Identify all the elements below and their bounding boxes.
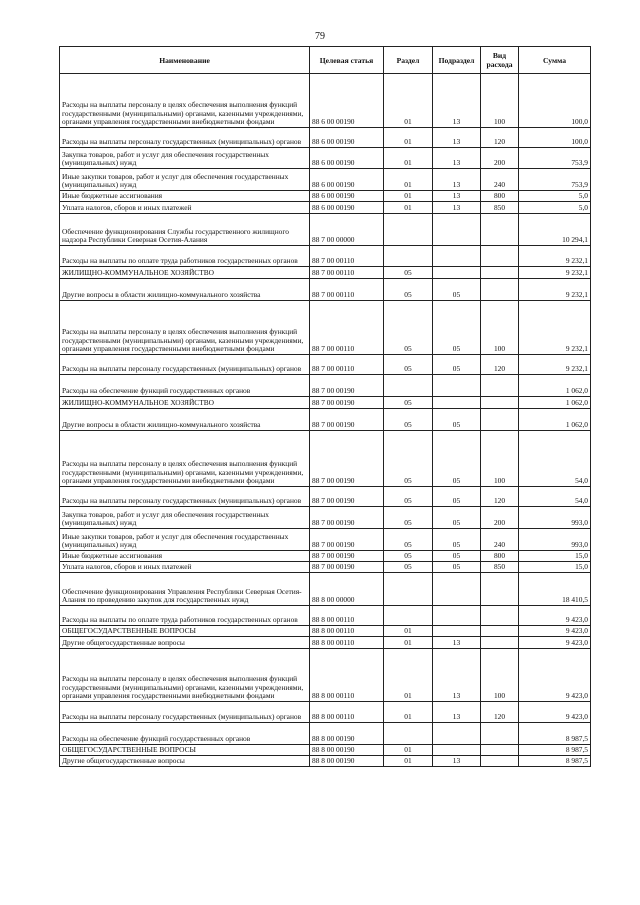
row-name: Расходы на выплаты персоналу государственных (муниципальных) органов xyxy=(60,128,310,148)
row-section xyxy=(384,606,433,626)
table-row xyxy=(60,355,591,375)
row-name: ОБЩЕГОСУДАРСТВЕННЫЕ ВОПРОСЫ xyxy=(60,745,310,756)
row-expense-type: 800 xyxy=(481,551,519,562)
row-amount: 1 062,0 xyxy=(519,409,591,431)
table-row xyxy=(60,562,591,573)
row-name: Расходы на выплаты по оплате труда работников государственных органов xyxy=(60,606,310,626)
row-subsection xyxy=(433,723,481,745)
header-target: Целевая статья xyxy=(310,47,384,74)
row-name: ОБЩЕГОСУДАРСТВЕННЫЕ ВОПРОСЫ xyxy=(60,626,310,637)
row-subsection: 05 xyxy=(433,431,481,487)
row-section: 01 xyxy=(384,148,433,169)
row-expense-type: 120 xyxy=(481,702,519,723)
row-amount: 9 232,1 xyxy=(519,355,591,375)
row-subsection: 05 xyxy=(433,507,481,529)
row-subsection: 05 xyxy=(433,551,481,562)
row-section: 01 xyxy=(384,202,433,214)
row-subsection: 13 xyxy=(433,191,481,202)
table-row xyxy=(60,397,591,409)
row-target-code: 88 8 00 00110 xyxy=(310,649,384,702)
row-name: Расходы на выплаты персоналу государственных (муниципальных) органов xyxy=(60,487,310,507)
row-amount: 993,0 xyxy=(519,507,591,529)
row-subsection: 13 xyxy=(433,702,481,723)
row-expense-type: 100 xyxy=(481,431,519,487)
row-amount: 8 987,5 xyxy=(519,745,591,756)
table-row xyxy=(60,409,591,431)
row-target-code: 88 8 00 00110 xyxy=(310,626,384,637)
row-name: Иные бюджетные ассигнования xyxy=(60,191,310,202)
row-subsection: 13 xyxy=(433,74,481,128)
row-amount: 15,0 xyxy=(519,551,591,562)
row-target-code: 88 7 00 00190 xyxy=(310,397,384,409)
row-subsection: 05 xyxy=(433,562,481,573)
row-subsection: 13 xyxy=(433,756,481,767)
table-header xyxy=(60,47,591,74)
budget-table xyxy=(59,46,591,767)
row-section: 01 xyxy=(384,637,433,649)
row-expense-type: 850 xyxy=(481,202,519,214)
row-subsection: 05 xyxy=(433,409,481,431)
row-expense-type xyxy=(481,279,519,301)
row-name: Иные закупки товаров, работ и услуг для обеспечения государственных (муниципальных) нужд xyxy=(60,529,310,551)
row-amount: 8 987,5 xyxy=(519,756,591,767)
row-section: 05 xyxy=(384,409,433,431)
header-subsection: Подраздел xyxy=(433,47,481,74)
table-row xyxy=(60,202,591,214)
row-amount: 9 232,1 xyxy=(519,246,591,267)
row-name: Расходы на выплаты персоналу в целях обеспечения выполнения функций государственными (муниципальными) органами, казенными учреждениями, органами управления государственными внебюджетными фондами xyxy=(60,431,310,487)
row-name: Расходы на обеспечение функций государственных органов xyxy=(60,375,310,397)
row-subsection xyxy=(433,573,481,606)
row-amount: 9 232,1 xyxy=(519,267,591,279)
table-row xyxy=(60,573,591,606)
table-row xyxy=(60,246,591,267)
row-amount: 100,0 xyxy=(519,74,591,128)
row-target-code: 88 7 00 00190 xyxy=(310,529,384,551)
row-section: 05 xyxy=(384,397,433,409)
row-target-code: 88 6 00 00190 xyxy=(310,128,384,148)
table-row xyxy=(60,649,591,702)
row-section: 05 xyxy=(384,507,433,529)
row-target-code: 88 7 00 00190 xyxy=(310,409,384,431)
row-expense-type: 120 xyxy=(481,128,519,148)
row-section: 01 xyxy=(384,649,433,702)
row-name: Закупка товаров, работ и услуг для обеспечения государственных (муниципальных) нужд xyxy=(60,148,310,169)
row-name: Обеспечение функционирования Службы государственного жилищного надзора Республики Северная Осетия-Алания xyxy=(60,214,310,246)
row-section: 05 xyxy=(384,551,433,562)
row-section: 05 xyxy=(384,529,433,551)
row-target-code: 88 8 00 00000 xyxy=(310,573,384,606)
row-name: Иные закупки товаров, работ и услуг для обеспечения государственных (муниципальных) нужд xyxy=(60,169,310,191)
table-row xyxy=(60,279,591,301)
row-amount: 5,0 xyxy=(519,191,591,202)
row-amount: 753,9 xyxy=(519,169,591,191)
row-name: Обеспечение функционирования Управления Республики Северная Осетия-Алания по проведению закупок для государственных нужд xyxy=(60,573,310,606)
row-name: Другие вопросы в области жилищно-коммунального хозяйства xyxy=(60,409,310,431)
row-section: 01 xyxy=(384,74,433,128)
row-target-code: 88 7 00 00190 xyxy=(310,507,384,529)
row-amount: 100,0 xyxy=(519,128,591,148)
row-amount: 9 423,0 xyxy=(519,606,591,626)
table-row xyxy=(60,507,591,529)
row-amount: 5,0 xyxy=(519,202,591,214)
row-subsection: 13 xyxy=(433,148,481,169)
row-subsection xyxy=(433,626,481,637)
row-section: 01 xyxy=(384,191,433,202)
row-section: 05 xyxy=(384,301,433,355)
table-row xyxy=(60,431,591,487)
row-target-code: 88 6 00 00190 xyxy=(310,191,384,202)
row-subsection: 13 xyxy=(433,128,481,148)
row-target-code: 88 6 00 00190 xyxy=(310,74,384,128)
row-expense-type xyxy=(481,375,519,397)
row-name: Расходы на выплаты персоналу в целях обеспечения выполнения функций государственными (муниципальными) органами, казенными учреждениями, органами управления государственными внебюджетными фондами xyxy=(60,74,310,128)
row-section: 05 xyxy=(384,431,433,487)
row-subsection xyxy=(433,397,481,409)
row-expense-type xyxy=(481,756,519,767)
table-row xyxy=(60,529,591,551)
row-subsection: 05 xyxy=(433,301,481,355)
row-name: Расходы на выплаты персоналу в целях обеспечения выполнения функций государственными (муниципальными) органами, казенными учреждениями, органами управления государственными внебюджетными фондами xyxy=(60,301,310,355)
table-row xyxy=(60,637,591,649)
row-name: ЖИЛИЩНО-КОММУНАЛЬНОЕ ХОЗЯЙСТВО xyxy=(60,267,310,279)
row-target-code: 88 7 00 00110 xyxy=(310,267,384,279)
header-amount: Сумма xyxy=(519,47,591,74)
row-expense-type: 200 xyxy=(481,507,519,529)
table-row xyxy=(60,375,591,397)
row-expense-type xyxy=(481,637,519,649)
row-subsection: 05 xyxy=(433,355,481,375)
row-name: Закупка товаров, работ и услуг для обеспечения государственных (муниципальных) нужд xyxy=(60,507,310,529)
row-section xyxy=(384,723,433,745)
row-expense-type xyxy=(481,246,519,267)
table-row xyxy=(60,74,591,128)
row-subsection xyxy=(433,745,481,756)
row-target-code: 88 7 00 00110 xyxy=(310,301,384,355)
row-subsection: 05 xyxy=(433,529,481,551)
row-amount: 18 410,5 xyxy=(519,573,591,606)
row-target-code: 88 7 00 00110 xyxy=(310,279,384,301)
table-row xyxy=(60,606,591,626)
row-section: 01 xyxy=(384,702,433,723)
table-row xyxy=(60,756,591,767)
row-amount: 9 423,0 xyxy=(519,649,591,702)
row-expense-type xyxy=(481,267,519,279)
row-name: Другие общегосударственные вопросы xyxy=(60,637,310,649)
row-amount: 54,0 xyxy=(519,431,591,487)
row-amount: 9 232,1 xyxy=(519,301,591,355)
row-expense-type: 800 xyxy=(481,191,519,202)
row-subsection xyxy=(433,375,481,397)
row-expense-type xyxy=(481,626,519,637)
row-amount: 9 423,0 xyxy=(519,626,591,637)
table-row xyxy=(60,148,591,169)
row-expense-type: 120 xyxy=(481,487,519,507)
table-row xyxy=(60,128,591,148)
row-target-code: 88 7 00 00000 xyxy=(310,214,384,246)
row-expense-type: 240 xyxy=(481,169,519,191)
row-expense-type: 240 xyxy=(481,529,519,551)
row-target-code: 88 7 00 00110 xyxy=(310,246,384,267)
row-subsection xyxy=(433,267,481,279)
row-expense-type: 850 xyxy=(481,562,519,573)
table-row xyxy=(60,191,591,202)
table-row xyxy=(60,487,591,507)
row-expense-type: 100 xyxy=(481,301,519,355)
row-expense-type: 200 xyxy=(481,148,519,169)
row-target-code: 88 8 00 00190 xyxy=(310,745,384,756)
table-row xyxy=(60,214,591,246)
row-target-code: 88 7 00 00190 xyxy=(310,487,384,507)
row-expense-type xyxy=(481,745,519,756)
row-name: Расходы на выплаты персоналу государственных (муниципальных) органов xyxy=(60,355,310,375)
row-name: Расходы на выплаты персоналу в целях обеспечения выполнения функций государственными (муниципальными) органами, казенными учреждениями, органами управления государственными внебюджетными фондами xyxy=(60,649,310,702)
row-target-code: 88 7 00 00190 xyxy=(310,562,384,573)
row-expense-type: 100 xyxy=(481,74,519,128)
row-expense-type xyxy=(481,397,519,409)
row-target-code: 88 6 00 00190 xyxy=(310,169,384,191)
row-expense-type: 100 xyxy=(481,649,519,702)
table-row xyxy=(60,267,591,279)
row-section: 05 xyxy=(384,562,433,573)
row-name: Иные бюджетные ассигнования xyxy=(60,551,310,562)
row-name: Другие вопросы в области жилищно-коммунального хозяйства xyxy=(60,279,310,301)
row-section: 01 xyxy=(384,169,433,191)
row-target-code: 88 7 00 00190 xyxy=(310,375,384,397)
table-row xyxy=(60,551,591,562)
table-body xyxy=(60,74,591,767)
row-subsection xyxy=(433,606,481,626)
row-name: ЖИЛИЩНО-КОММУНАЛЬНОЕ ХОЗЯЙСТВО xyxy=(60,397,310,409)
row-target-code: 88 8 00 00190 xyxy=(310,756,384,767)
row-target-code: 88 6 00 00190 xyxy=(310,202,384,214)
row-target-code: 88 8 00 00110 xyxy=(310,606,384,626)
row-section: 01 xyxy=(384,756,433,767)
row-name: Уплата налогов, сборов и иных платежей xyxy=(60,562,310,573)
header-expense-type: Вид расхода xyxy=(481,47,519,74)
row-amount: 9 232,1 xyxy=(519,279,591,301)
row-name: Другие общегосударственные вопросы xyxy=(60,756,310,767)
row-target-code: 88 6 00 00190 xyxy=(310,148,384,169)
row-amount: 15,0 xyxy=(519,562,591,573)
row-amount: 753,9 xyxy=(519,148,591,169)
table-row xyxy=(60,626,591,637)
table-row xyxy=(60,301,591,355)
row-expense-type xyxy=(481,606,519,626)
row-target-code: 88 8 00 00190 xyxy=(310,723,384,745)
row-target-code: 88 7 00 00110 xyxy=(310,355,384,375)
row-target-code: 88 8 00 00110 xyxy=(310,702,384,723)
row-amount: 8 987,5 xyxy=(519,723,591,745)
row-expense-type xyxy=(481,573,519,606)
row-amount: 1 062,0 xyxy=(519,375,591,397)
row-expense-type: 120 xyxy=(481,355,519,375)
row-target-code: 88 7 00 00190 xyxy=(310,551,384,562)
row-subsection: 05 xyxy=(433,487,481,507)
row-section: 05 xyxy=(384,355,433,375)
row-section xyxy=(384,246,433,267)
row-expense-type xyxy=(481,214,519,246)
row-name: Расходы на обеспечение функций государственных органов xyxy=(60,723,310,745)
row-amount: 993,0 xyxy=(519,529,591,551)
row-section: 01 xyxy=(384,128,433,148)
row-section: 01 xyxy=(384,626,433,637)
row-subsection xyxy=(433,214,481,246)
row-amount: 10 294,1 xyxy=(519,214,591,246)
row-expense-type xyxy=(481,723,519,745)
row-subsection: 13 xyxy=(433,169,481,191)
row-section xyxy=(384,214,433,246)
table-row xyxy=(60,723,591,745)
row-subsection xyxy=(433,246,481,267)
row-section: 01 xyxy=(384,745,433,756)
table-row xyxy=(60,745,591,756)
row-name: Расходы на выплаты по оплате труда работников государственных органов xyxy=(60,246,310,267)
row-subsection: 13 xyxy=(433,202,481,214)
row-subsection: 13 xyxy=(433,637,481,649)
row-subsection: 05 xyxy=(433,279,481,301)
row-section xyxy=(384,375,433,397)
row-section: 05 xyxy=(384,487,433,507)
row-section: 05 xyxy=(384,267,433,279)
table-row xyxy=(60,702,591,723)
header-name: Наименование xyxy=(60,47,310,74)
row-amount: 9 423,0 xyxy=(519,637,591,649)
table-row xyxy=(60,169,591,191)
row-section: 05 xyxy=(384,279,433,301)
row-name: Расходы на выплаты персоналу государственных (муниципальных) органов xyxy=(60,702,310,723)
row-amount: 9 423,0 xyxy=(519,702,591,723)
row-amount: 54,0 xyxy=(519,487,591,507)
row-name: Уплата налогов, сборов и иных платежей xyxy=(60,202,310,214)
page-number: 79 xyxy=(315,31,325,42)
row-target-code: 88 8 00 00110 xyxy=(310,637,384,649)
row-target-code: 88 7 00 00190 xyxy=(310,431,384,487)
header-section: Раздел xyxy=(384,47,433,74)
row-section xyxy=(384,573,433,606)
row-amount: 1 062,0 xyxy=(519,397,591,409)
row-subsection: 13 xyxy=(433,649,481,702)
row-expense-type xyxy=(481,409,519,431)
